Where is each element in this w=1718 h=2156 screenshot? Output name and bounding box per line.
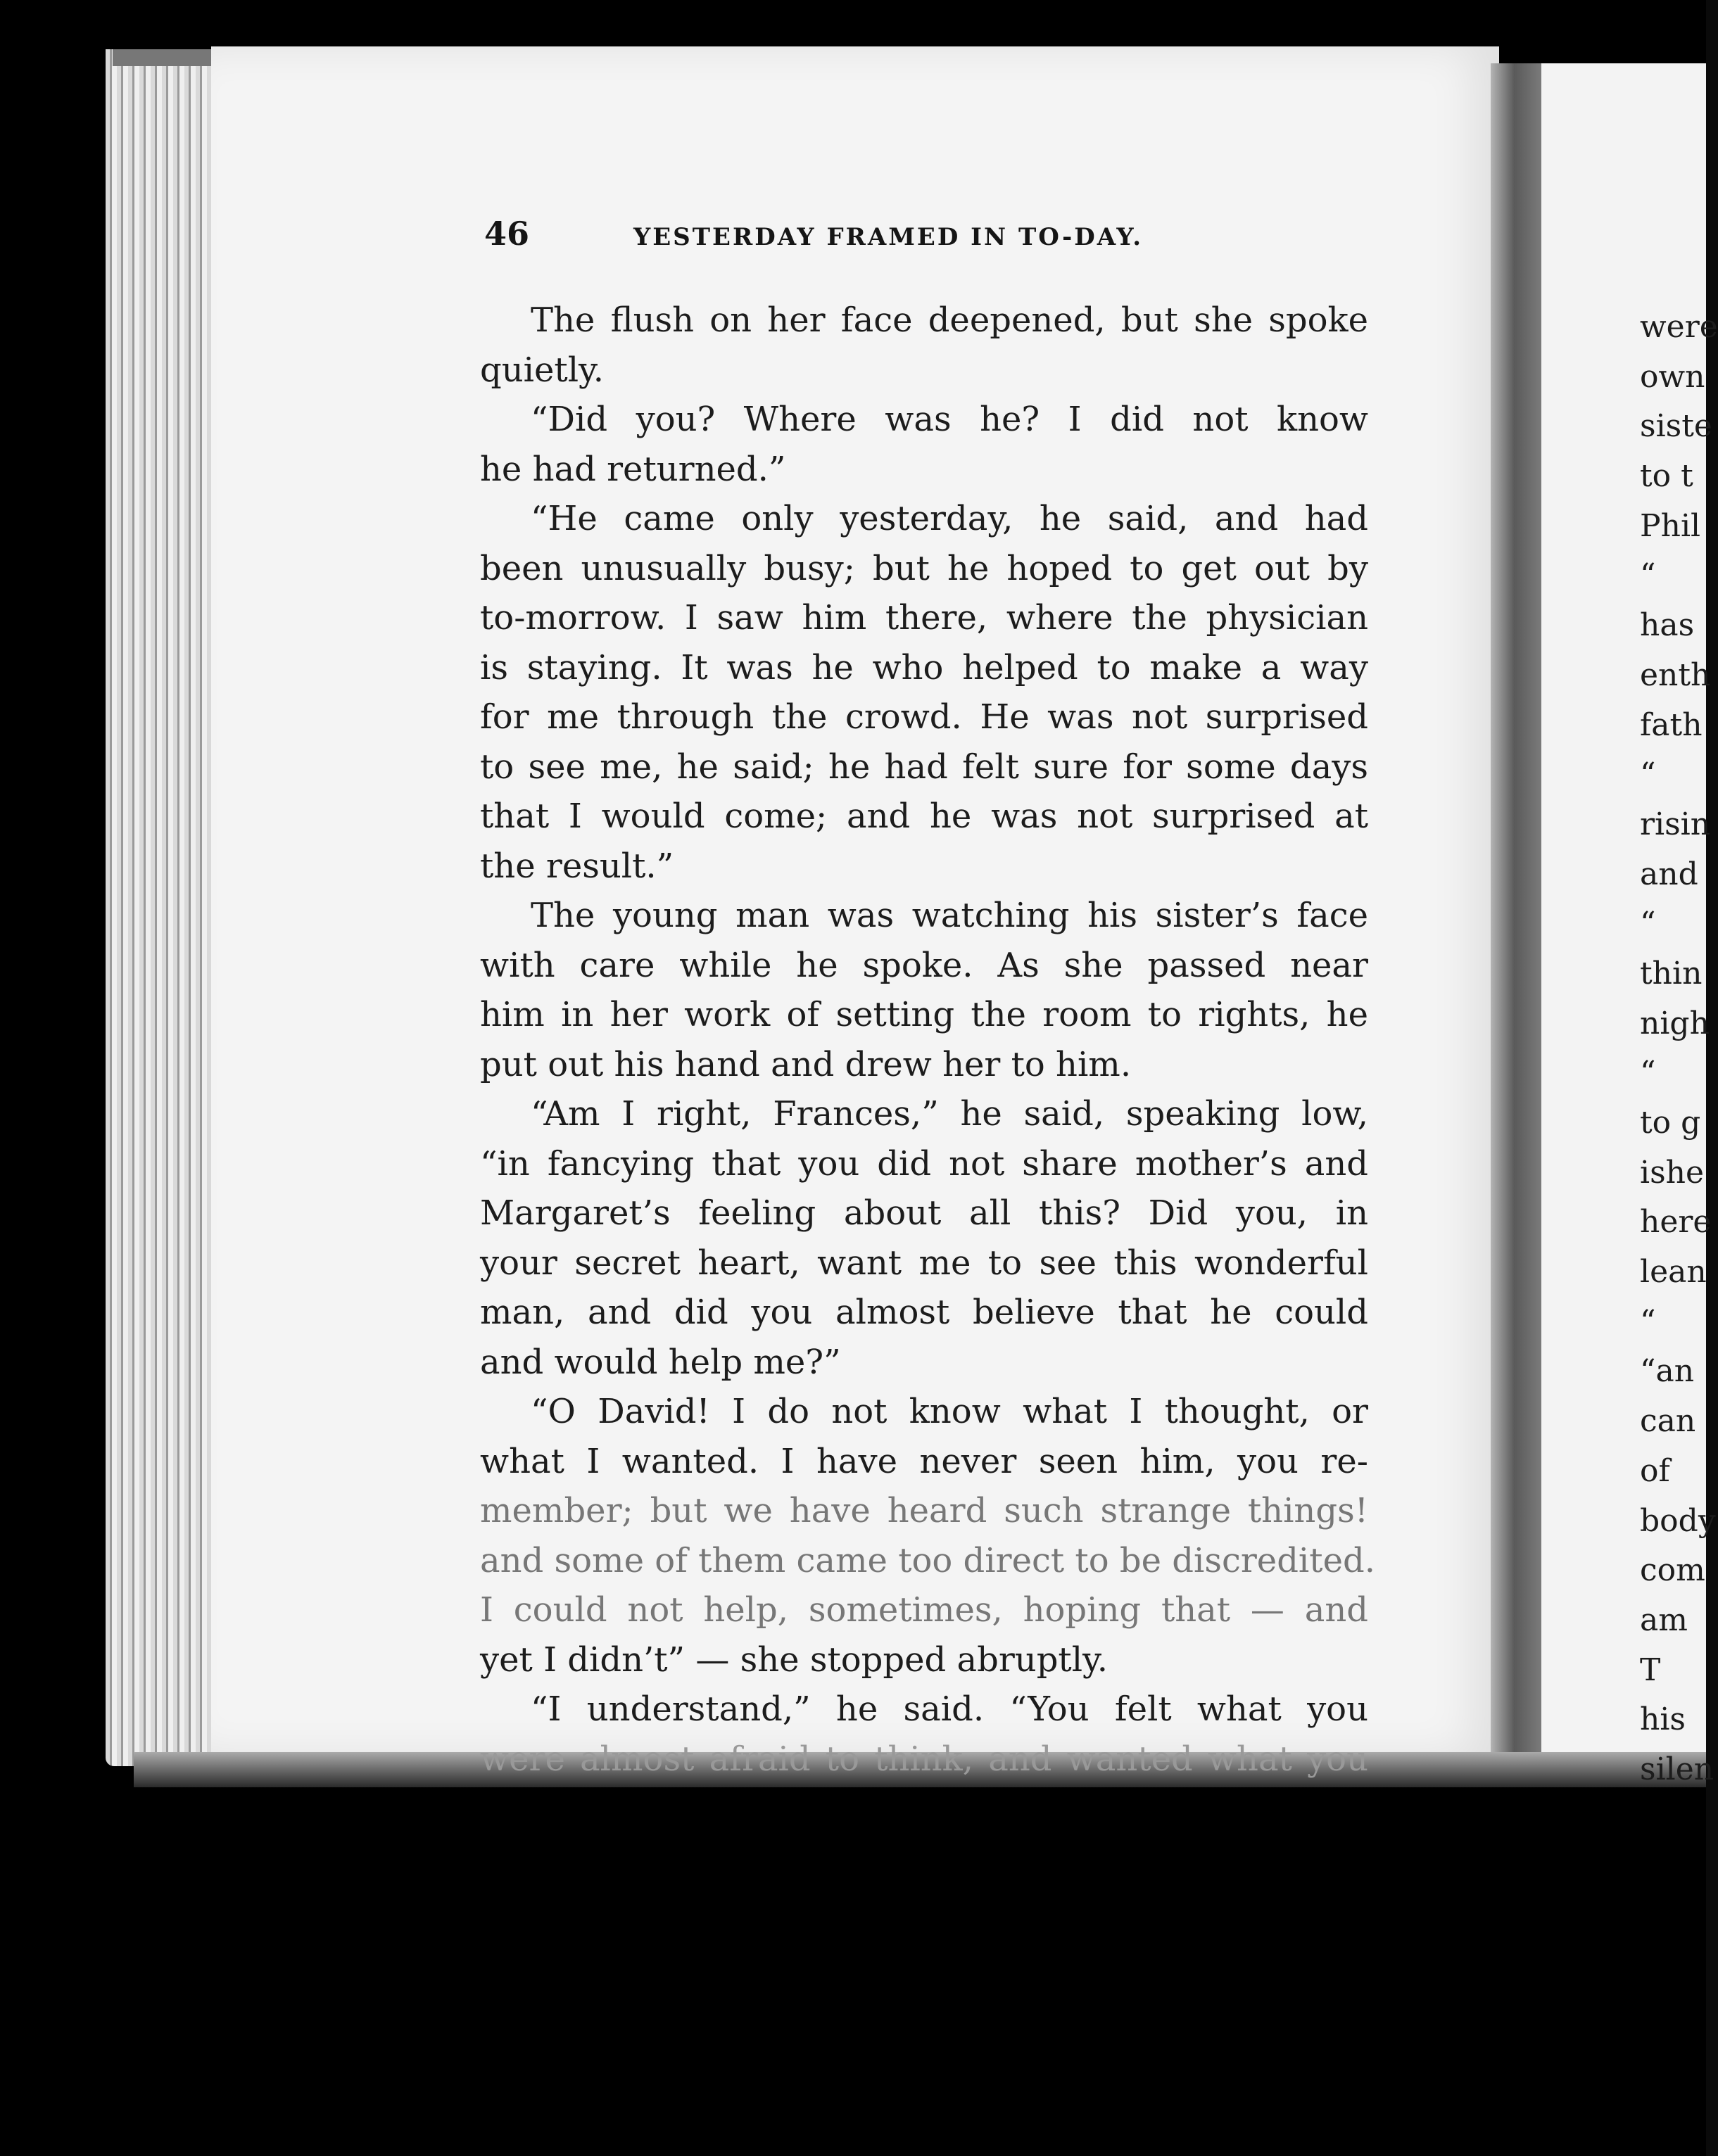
text-line: yet I didn’t” — she stopped abruptly. xyxy=(480,1640,1109,1680)
facing-page-text xyxy=(1640,303,1718,1795)
facing-line: “ xyxy=(1640,1055,1656,1091)
text-line: “He came only yesterday, he said, and had xyxy=(531,499,1368,538)
facing-line: “ xyxy=(1640,756,1656,793)
text-line: the result.” xyxy=(480,846,674,886)
facing-line: am xyxy=(1640,1602,1688,1638)
facing-line: body xyxy=(1640,1502,1716,1539)
text-line: what I wanted. I have never seen him, you re- xyxy=(480,1441,1368,1481)
facing-line: T xyxy=(1640,1651,1661,1688)
facing-line: ishe xyxy=(1640,1154,1705,1191)
facing-line: enth xyxy=(1640,657,1711,693)
text-line: and would help me?” xyxy=(480,1342,841,1382)
text-line: The young man was watching his sister’s face xyxy=(531,896,1368,935)
facing-line: fath xyxy=(1640,706,1703,743)
book-gutter xyxy=(1491,63,1543,1752)
text-line: put out his hand and drew her to him. xyxy=(480,1044,1132,1084)
facing-line: thin xyxy=(1640,955,1703,991)
text-line: “O David! I do not know what I thought, or xyxy=(531,1392,1368,1431)
text-line: to-morrow. I saw him there, where the physician xyxy=(480,598,1368,638)
running-head: YESTERDAY FRAMED IN TO-DAY. xyxy=(633,223,1144,251)
text-line: I could not help, sometimes, hoping that — and xyxy=(480,1590,1368,1630)
text-line: and some of them came too direct to be discredited. xyxy=(480,1540,1375,1580)
facing-line: “ xyxy=(1640,906,1656,942)
text-line: that I would come; and he was not surprised at xyxy=(480,797,1368,836)
facing-line: siste xyxy=(1640,408,1712,445)
text-line: quietly. xyxy=(480,350,605,390)
facing-line: his xyxy=(1640,1701,1686,1738)
text-line: to see me, he said; he had felt sure for some days xyxy=(480,747,1368,787)
facing-line: and xyxy=(1640,856,1698,892)
facing-line: Phil xyxy=(1640,507,1701,544)
facing-line: nigh xyxy=(1640,1005,1710,1041)
facing-line: to g xyxy=(1640,1105,1701,1141)
text-line: been unusually busy; but he hoped to get out by xyxy=(480,548,1368,588)
facing-line: has xyxy=(1640,607,1695,644)
text-line: he had returned.” xyxy=(480,449,786,489)
facing-line: com xyxy=(1640,1552,1705,1589)
text-line: “Did you? Where was he? I did not know xyxy=(531,400,1368,439)
facing-line: here xyxy=(1640,1204,1712,1241)
facing-line: of xyxy=(1640,1452,1670,1489)
page-header xyxy=(484,215,1399,271)
facing-line: risin xyxy=(1640,806,1711,842)
facing-line: “ xyxy=(1640,557,1656,594)
text-line: for me through the crowd. He was not surprised xyxy=(480,697,1368,737)
text-line: man, and did you almost believe that he could xyxy=(480,1293,1368,1332)
text-line: your secret heart, want me to see this wonderful xyxy=(480,1243,1368,1283)
facing-line: lean xyxy=(1640,1254,1707,1291)
facing-line: “an xyxy=(1640,1353,1695,1390)
text-line: him in her work of setting the room to rights, he xyxy=(480,995,1368,1034)
facing-line: own xyxy=(1640,358,1705,395)
body-text xyxy=(480,296,1375,1784)
text-line: member; but we have heard such strange things! xyxy=(480,1491,1368,1530)
facing-line: to t xyxy=(1640,458,1693,495)
text-line: with care while he spoke. As she passed near xyxy=(480,945,1368,985)
text-line: is staying. It was he who helped to make a way xyxy=(480,647,1368,687)
facing-line: were xyxy=(1640,309,1718,345)
facing-line: “ xyxy=(1640,1303,1656,1340)
text-line: “I understand,” he said. “You felt what you xyxy=(531,1689,1368,1729)
facing-line: silen xyxy=(1640,1751,1714,1787)
facing-line: can xyxy=(1640,1403,1696,1440)
text-line: Margaret’s feeling about all this? Did you, in xyxy=(480,1193,1368,1233)
book-spine-top xyxy=(113,49,211,66)
text-line: “in fancying that you did not share mother’s and xyxy=(480,1143,1368,1184)
text-line: “Am I right, Frances,” he said, speaking low, xyxy=(531,1094,1368,1134)
book-page-edges xyxy=(106,49,218,1766)
page-number: 46 xyxy=(484,215,530,253)
text-line: were almost afraid to think, and wanted what you xyxy=(480,1739,1368,1779)
text-line: The flush on her face deepened, but she spoke xyxy=(531,300,1368,340)
